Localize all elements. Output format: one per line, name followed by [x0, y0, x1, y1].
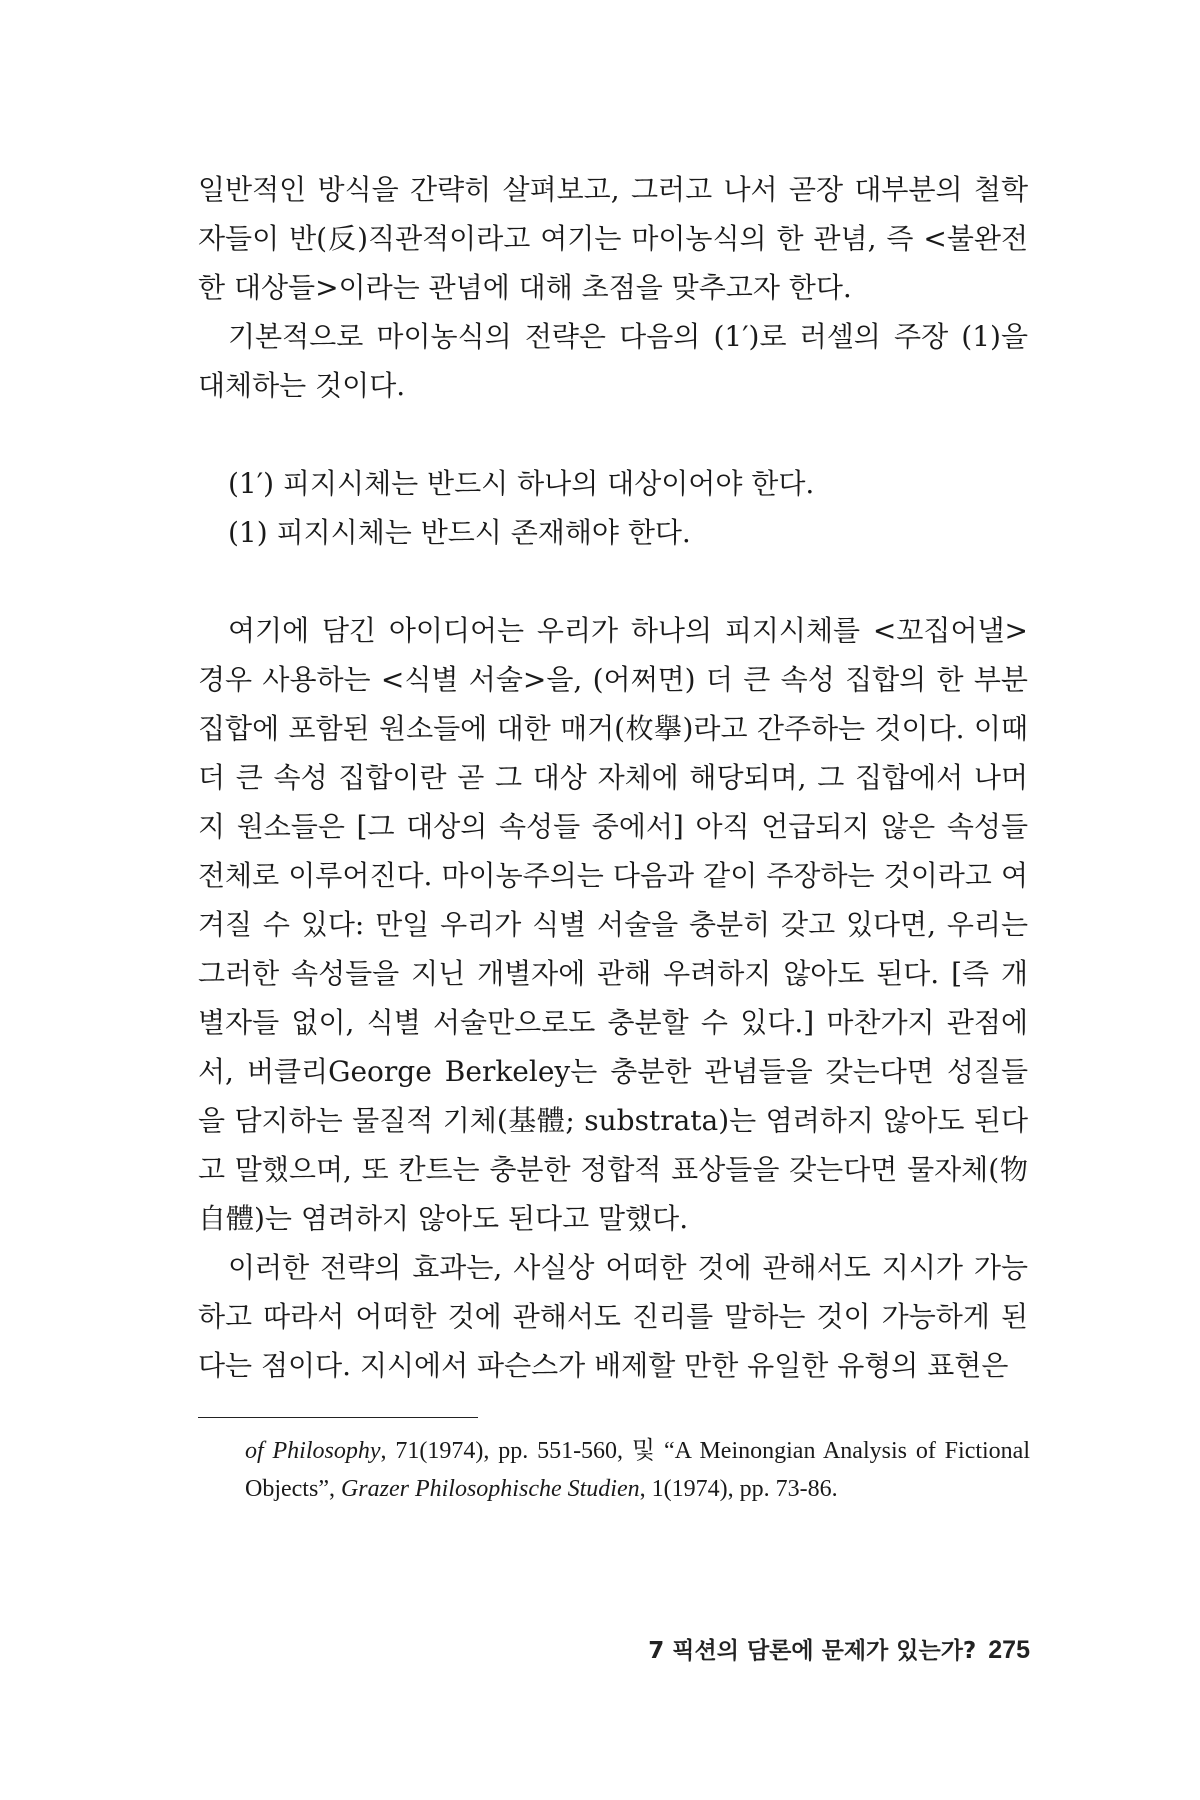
chapter-title: 7 픽션의 담론에 문제가 있는가? — [648, 1638, 977, 1664]
footnote-divider — [198, 1417, 478, 1418]
paragraph-4: 이러한 전략의 효과는, 사실상 어떠한 것에 관해서도 지시가 가능하고 따라서 어떠한 것에 관해서도 진리를 말하는 것이 가능하게 된다는 점이다. 지시에서 파슨스가 배제할 만한 유일한 유형의 표현은 — [198, 1251, 1028, 1382]
footnote-journal-2: Grazer Philosophische Studien — [340, 1476, 640, 1502]
footnote-text-2: , 1(1974), pp. 73-86. — [639, 1476, 838, 1502]
spacer — [198, 410, 1028, 459]
list-item-1-prime: (1′) 피지시체는 반드시 하나의 대상이어야 한다. — [228, 467, 815, 500]
paragraph-3: 여기에 담긴 아이디어는 우리가 하나의 피지시체를 <꼬집어낼> 경우 사용하는 <식별 서술>을, (어쩌면) 더 큰 속성 집합의 한 부분집합에 포함된 원소들에 대한 매거(枚擧)라고 간주하는 것이다. 이때 더 큰 속성 집합이란 곧 그 대상 자체에 해당되며, 그 집합에서 나머지 원소들은 [그 대상의 속성들 중에서] 아직 언급되지 않은 속성들 전체로 이루어진다. 마이농주의는 다음과 같이 주장하는 것이라고 여겨질 수 있다: 만일 우리가 식별 서술을 충분히 갖고 있다면, 우리는 그러한 속성들을 지닌 개별자에 관해 우려하지 않아도 된다. [즉 개별자들 없이, 식별 서술만으로도 충분할 수 있다.] 마찬가지 관점에서, 버클리George Berkeley는 충분한 관념들을 갖는다면 성질들을 담지하는 물질적 기체(基體; substrata)는 염려하지 않아도 된다고 말했으며, 또 칸트는 충분한 정합적 표상들을 갖는다면 물자체(物自體)는 염려하지 않아도 된다고 말했다. — [198, 614, 1028, 1235]
spacer — [198, 557, 1028, 606]
paragraph-2: 기본적으로 마이농식의 전략은 다음의 (1′)로 러셀의 주장 (1)을 대체하는 것이다. — [198, 320, 1028, 402]
main-text — [198, 165, 1028, 1390]
footnote — [245, 1432, 1030, 1508]
list-item-1: (1) 피지시체는 반드시 존재해야 한다. — [228, 516, 691, 549]
footnote-text — [245, 1432, 1030, 1508]
footnote-journal-1: of Philosophy — [245, 1438, 381, 1464]
footnote-text-1: , 71(1974), pp. 551-560, 및 “A Meinongian Analysis of Fictional Objects”, — [245, 1438, 1031, 1502]
page-number: 275 — [988, 1636, 1030, 1664]
running-footer — [630, 1632, 1030, 1665]
paragraph-1: 일반적인 방식을 간략히 살펴보고, 그러고 나서 곧장 대부분의 철학자들이 반(反)직관적이라고 여기는 마이농식의 한 관념, 즉 <불완전한 대상들>이라는 관념에 대해 초점을 맞추고자 한다. — [198, 173, 1028, 304]
